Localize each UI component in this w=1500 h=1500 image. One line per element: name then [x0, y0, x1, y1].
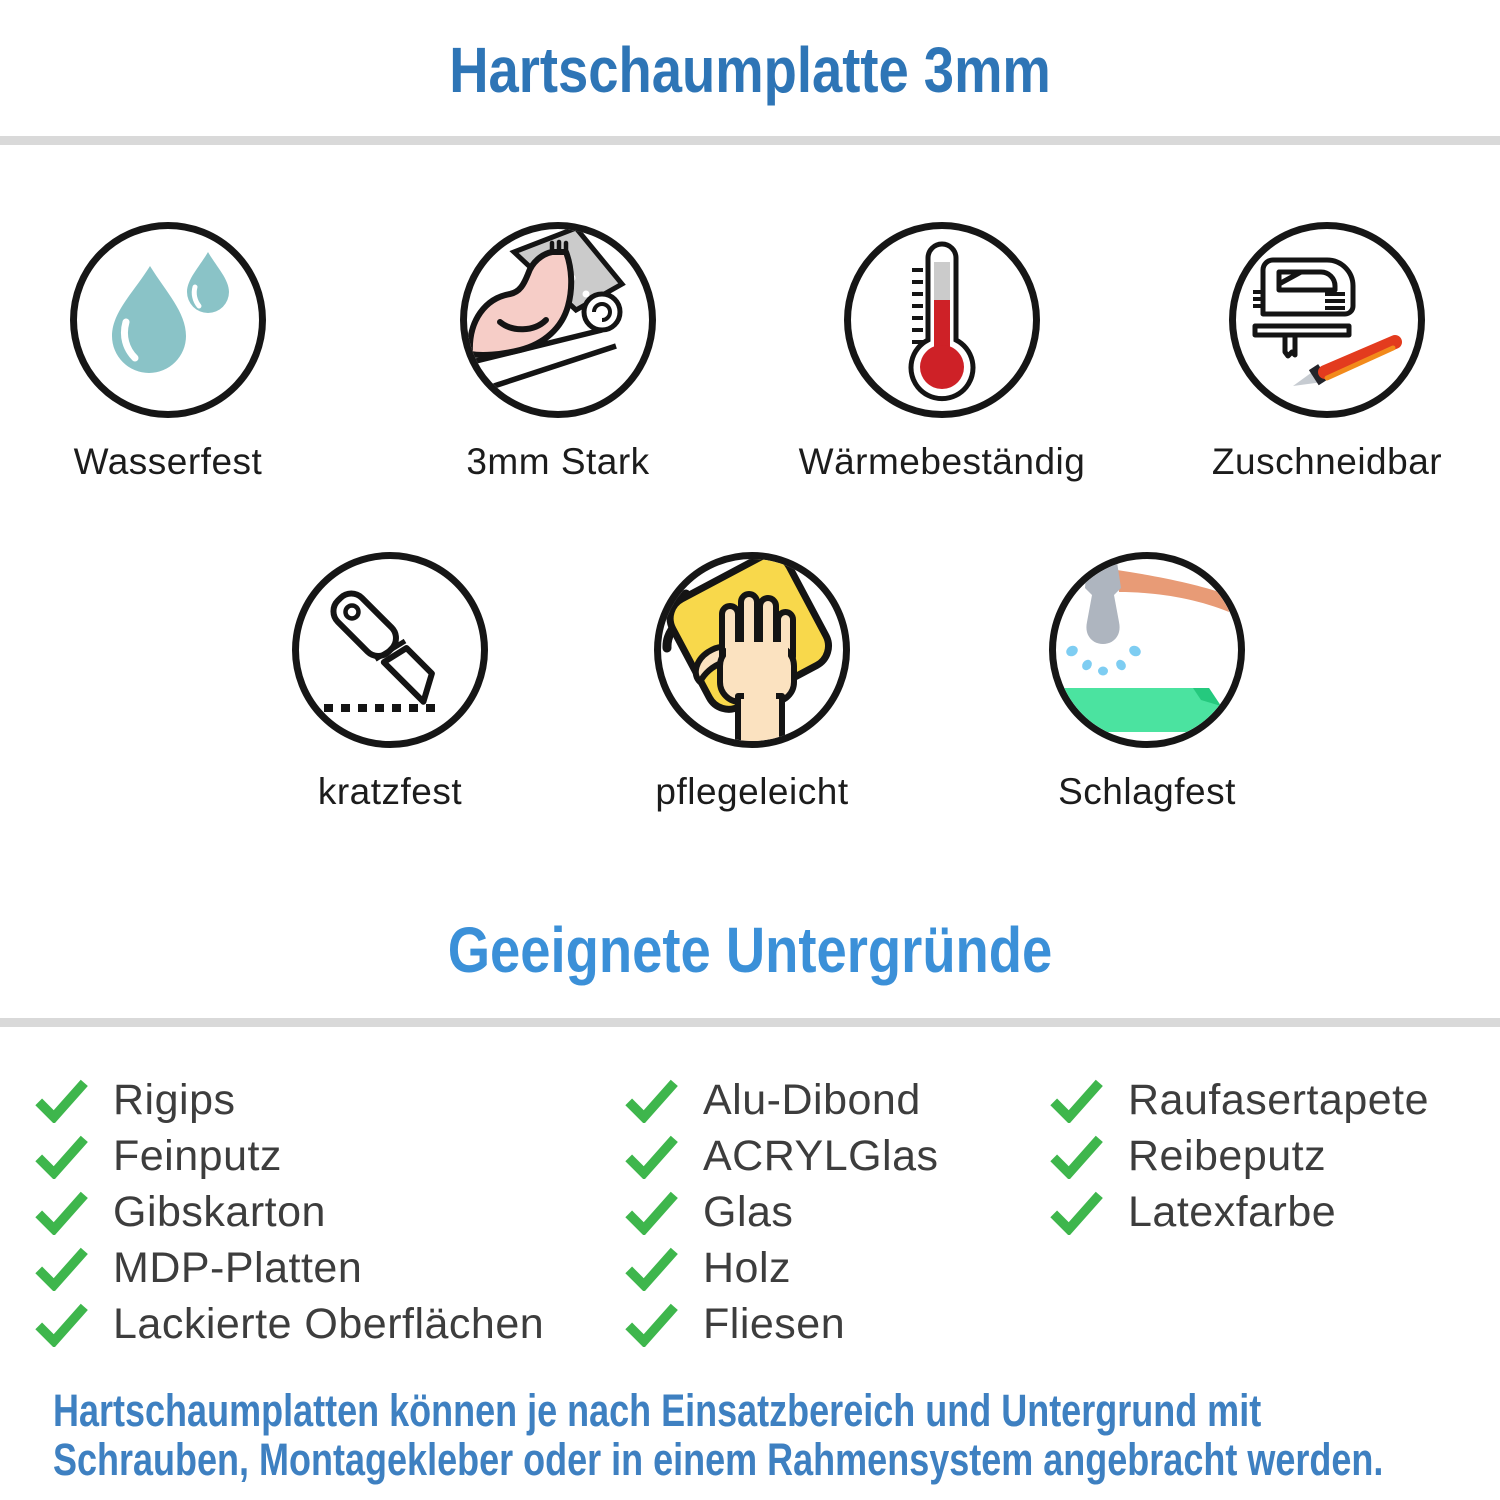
- list-item-label: Lackierte Oberflächen: [113, 1299, 545, 1348]
- list-item-label: Glas: [703, 1187, 794, 1236]
- list-item-label: MDP-Platten: [113, 1243, 363, 1292]
- hammer-impact-icon: [1049, 552, 1245, 748]
- list-item: [623, 1240, 939, 1296]
- list-item: [623, 1184, 939, 1240]
- check-icon: [623, 1301, 680, 1347]
- list-item: [33, 1240, 544, 1296]
- checklist-column-3: [1048, 1072, 1429, 1240]
- feature-schlagfest: [987, 552, 1307, 813]
- feature-3mm-stark: [398, 222, 718, 483]
- footnote-line-1: Hartschaumplatten können je nach Einsatzbereich und Untergrund mit: [53, 1385, 1262, 1436]
- list-item: [1048, 1072, 1429, 1128]
- list-item-label: Fliesen: [703, 1299, 846, 1348]
- footnote-text: [53, 1386, 1383, 1484]
- list-item-label: Latexfarbe: [1128, 1187, 1337, 1236]
- feature-zuschneidbar: [1167, 222, 1487, 483]
- check-icon: [33, 1301, 90, 1347]
- section-title-untergruende: Geeignete Untergründe: [447, 914, 1053, 986]
- feature-pflegeleicht: [592, 552, 912, 813]
- list-item: [1048, 1128, 1429, 1184]
- jigsaw-cutter-icon: [1229, 222, 1425, 418]
- check-icon: [623, 1245, 680, 1291]
- utility-knife-icon: [292, 552, 488, 748]
- feature-wasserfest: [8, 222, 328, 483]
- check-icon: [33, 1077, 90, 1123]
- feature-label: pflegeleicht: [655, 771, 849, 812]
- check-icon: [1048, 1189, 1105, 1235]
- check-icon: [1048, 1077, 1105, 1123]
- list-item: [33, 1072, 544, 1128]
- thermometer-icon: [844, 222, 1040, 418]
- checklist-column-1: [33, 1072, 544, 1352]
- feature-label: Schlagfest: [1058, 771, 1236, 812]
- list-item-label: Alu-Dibond: [703, 1075, 921, 1124]
- list-item: [33, 1184, 544, 1240]
- check-icon: [1048, 1133, 1105, 1179]
- list-item-label: Reibeputz: [1128, 1131, 1327, 1180]
- list-item: [1048, 1184, 1429, 1240]
- check-icon: [33, 1245, 90, 1291]
- list-item: [623, 1296, 939, 1352]
- check-icon: [623, 1189, 680, 1235]
- feature-waermebestaendig: [782, 222, 1102, 483]
- check-icon: [623, 1133, 680, 1179]
- list-item-label: Holz: [703, 1243, 792, 1292]
- list-item: [623, 1128, 939, 1184]
- divider-bar-top: [0, 136, 1500, 145]
- check-icon: [33, 1189, 90, 1235]
- feature-label: kratzfest: [317, 771, 463, 812]
- water-drops-icon: [70, 222, 266, 418]
- feature-kratzfest: [230, 552, 550, 813]
- check-icon: [33, 1133, 90, 1179]
- muscle-arm-icon: [460, 222, 656, 418]
- cleaning-hand-icon: [654, 552, 850, 748]
- list-item-label: Rigips: [113, 1075, 236, 1124]
- list-item-label: Raufasertapete: [1128, 1075, 1430, 1124]
- feature-label: 3mm Stark: [466, 441, 650, 482]
- list-item-label: Gibskarton: [113, 1187, 326, 1236]
- list-item-label: Feinputz: [113, 1131, 282, 1180]
- list-item: [33, 1128, 544, 1184]
- page-title: Hartschaumplatte 3mm: [449, 34, 1051, 106]
- check-icon: [623, 1077, 680, 1123]
- list-item-label: ACRYLGlas: [703, 1131, 939, 1180]
- list-item: [33, 1296, 544, 1352]
- checklist-column-2: [623, 1072, 939, 1352]
- divider-bar-bottom: [0, 1018, 1500, 1027]
- feature-label: Wasserfest: [73, 441, 263, 482]
- feature-label: Zuschneidbar: [1211, 441, 1443, 482]
- list-item: [623, 1072, 939, 1128]
- footnote-line-2: Schrauben, Montagekleber oder in einem Rahmensystem angebracht werden.: [53, 1434, 1384, 1485]
- feature-label: Wärmebeständig: [798, 441, 1086, 482]
